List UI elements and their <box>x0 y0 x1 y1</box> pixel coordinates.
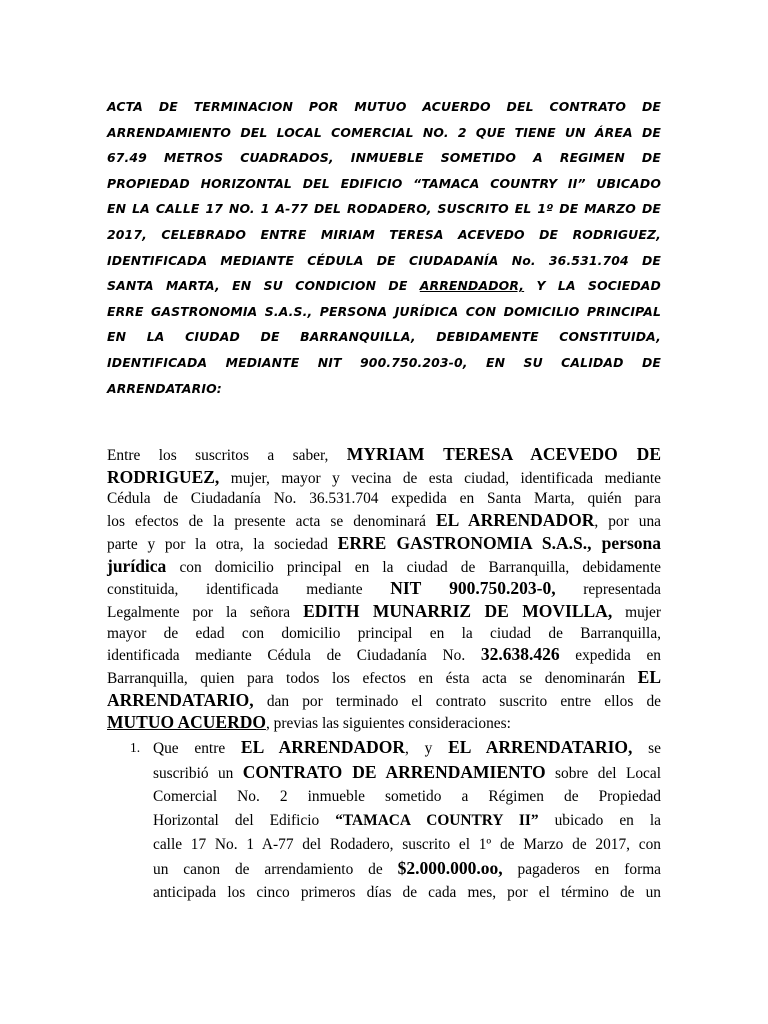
text-span: sobre del Local <box>545 764 661 782</box>
text-span: los efectos de la presente acta se denominará <box>107 513 436 531</box>
list-item <box>153 736 661 905</box>
text-span: mujer <box>612 603 662 621</box>
paragraph-line <box>107 556 661 579</box>
list-line: anticipada los cinco primeros días de cada mes, por el término de un <box>153 884 661 902</box>
text-span: Entre los suscritos a saber, <box>107 447 347 464</box>
text-span: , por una <box>594 513 661 531</box>
text-span: dan por terminado el contrato suscrito entre ellos de <box>253 692 661 710</box>
heading-line: ACTA DE TERMINACION POR MUTUO ACUERDO DEL CONTRATO DE <box>107 99 661 114</box>
heading-text: SANTA MARTA, EN SU CONDICION DE <box>107 278 420 294</box>
text-span: constituida, identificada mediante <box>107 581 391 599</box>
paragraph-line <box>107 712 661 735</box>
paragraph-line <box>107 533 661 556</box>
paragraph-line: mayor de edad con domicilio principal en la ciudad de Barranquilla, <box>107 624 661 642</box>
party-name: MYRIAM TERESA ACEVEDO DE <box>346 444 661 464</box>
text-span: mujer, mayor y vecina de esta ciudad, identificada mediante <box>219 469 661 487</box>
paragraph-line <box>107 601 661 624</box>
list-line: Comercial No. 2 inmueble sometido a Régimen de Propiedad <box>153 788 661 806</box>
heading-line: 67.49 METROS CUADRADOS, INMUEBLE SOMETIDO A REGIMEN DE <box>107 150 661 166</box>
text-span: se <box>632 740 661 757</box>
text-span: con domicilio principal en la ciudad de Barranquilla, debidamente <box>166 558 661 576</box>
paragraph-line: Cédula de Ciudadanía No. 36.531.704 expedida en Santa Marta, quién para <box>107 490 661 508</box>
role-label: ARRENDATARIO, <box>107 689 254 710</box>
heading-line: EN LA CALLE 17 NO. 1 A-77 DEL RODADERO, SUSCRITO EL 1º DE MARZO DE <box>107 201 661 217</box>
text-span: Que entre <box>153 740 241 757</box>
paragraph-line <box>107 467 661 490</box>
arrendador-underlined: ARRENDADOR, <box>419 278 525 294</box>
heading-line: ARRENDATARIO: <box>107 380 222 396</box>
party-name: RODRIGUEZ, <box>107 466 220 487</box>
building-name: “TAMACA COUNTRY II” <box>335 812 539 830</box>
paragraph-line <box>107 510 661 533</box>
paragraph-line <box>107 578 661 601</box>
rent-amount: $2.000.000.oo, <box>397 857 503 878</box>
list-line <box>153 736 661 761</box>
text-span: Barranquilla, quien para todos los efectos en ésta acta se denominarán <box>107 670 638 688</box>
heading-line: ERRE GASTRONOMIA S.A.S., PERSONA JURÍDICA CON DOMICILIO PRINCIPAL <box>107 303 661 319</box>
list-line: calle 17 No. 1 A-77 del Rodadero, suscrito el 1º de Marzo de 2017, con <box>153 835 661 853</box>
contract-label: CONTRATO DE ARRENDAMIENTO <box>242 761 546 782</box>
paragraph-line <box>107 644 661 667</box>
text-span: , previas las siguientes consideraciones: <box>265 715 511 733</box>
role-label: EL <box>637 667 661 688</box>
intro-paragraph <box>107 444 661 735</box>
text-span: expedida en <box>559 647 661 665</box>
role-label: EL ARRENDADOR <box>435 510 595 531</box>
text-span: un canon de arrendamiento de <box>153 860 398 878</box>
heading-line: IDENTIFICADA MEDIANTE CÉDULA DE CIUDADANÍA No. 36.531.704 DE <box>107 252 661 268</box>
heading-line <box>107 273 661 299</box>
document-heading <box>107 94 661 401</box>
paragraph-line <box>107 444 661 467</box>
paragraph-line <box>107 667 661 690</box>
heading-line: ARRENDAMIENTO DEL LOCAL COMERCIAL NO. 2 QUE TIENE UN ÁREA DE <box>107 124 661 140</box>
heading-text: Y LA SOCIEDAD <box>524 278 661 294</box>
heading-line: PROPIEDAD HORIZONTAL DEL EDIFICIO “TAMACA COUNTRY II” UBICADO <box>107 175 661 191</box>
role-label: EL ARRENDATARIO, <box>448 737 633 757</box>
id-number: 32.638.426 <box>480 644 560 665</box>
text-span: parte y por la otra, la sociedad <box>107 535 338 553</box>
company-type: jurídica <box>107 555 167 576</box>
text-span: Horizontal del Edificio <box>153 812 336 830</box>
text-span: pagaderos en forma <box>502 860 661 878</box>
text-span: , y <box>405 740 449 757</box>
text-span: identificada mediante Cédula de Ciudadanía No. <box>107 647 481 665</box>
company-name: ERRE GASTRONOMIA S.A.S., persona <box>337 532 661 553</box>
list-line <box>153 809 661 833</box>
role-label: EL ARRENDADOR <box>240 737 406 757</box>
list-line <box>153 761 661 786</box>
list-line <box>153 857 661 882</box>
heading-line: IDENTIFICADA MEDIANTE NIT 900.750.203-0, EN SU CALIDAD DE <box>107 354 661 370</box>
text-span: representada <box>555 581 661 599</box>
text-span: Legalmente por la señora <box>107 603 304 621</box>
list-number: 1. <box>130 740 141 755</box>
paragraph-line <box>107 690 661 713</box>
nit-number: NIT 900.750.203-0, <box>390 578 556 599</box>
representative-name: EDITH MUNARRIZ DE MOVILLA, <box>303 600 613 621</box>
heading-line: EN LA CIUDAD DE BARRANQUILLA, DEBIDAMENTE CONSTITUIDA, <box>107 329 661 345</box>
text-span: suscribió un <box>153 764 243 782</box>
mutuo-acuerdo-label: MUTUO ACUERDO <box>107 712 266 733</box>
heading-line: 2017, CELEBRADO ENTRE MIRIAM TERESA ACEVEDO DE RODRIGUEZ, <box>107 226 661 242</box>
text-span: ubicado en la <box>538 812 661 830</box>
